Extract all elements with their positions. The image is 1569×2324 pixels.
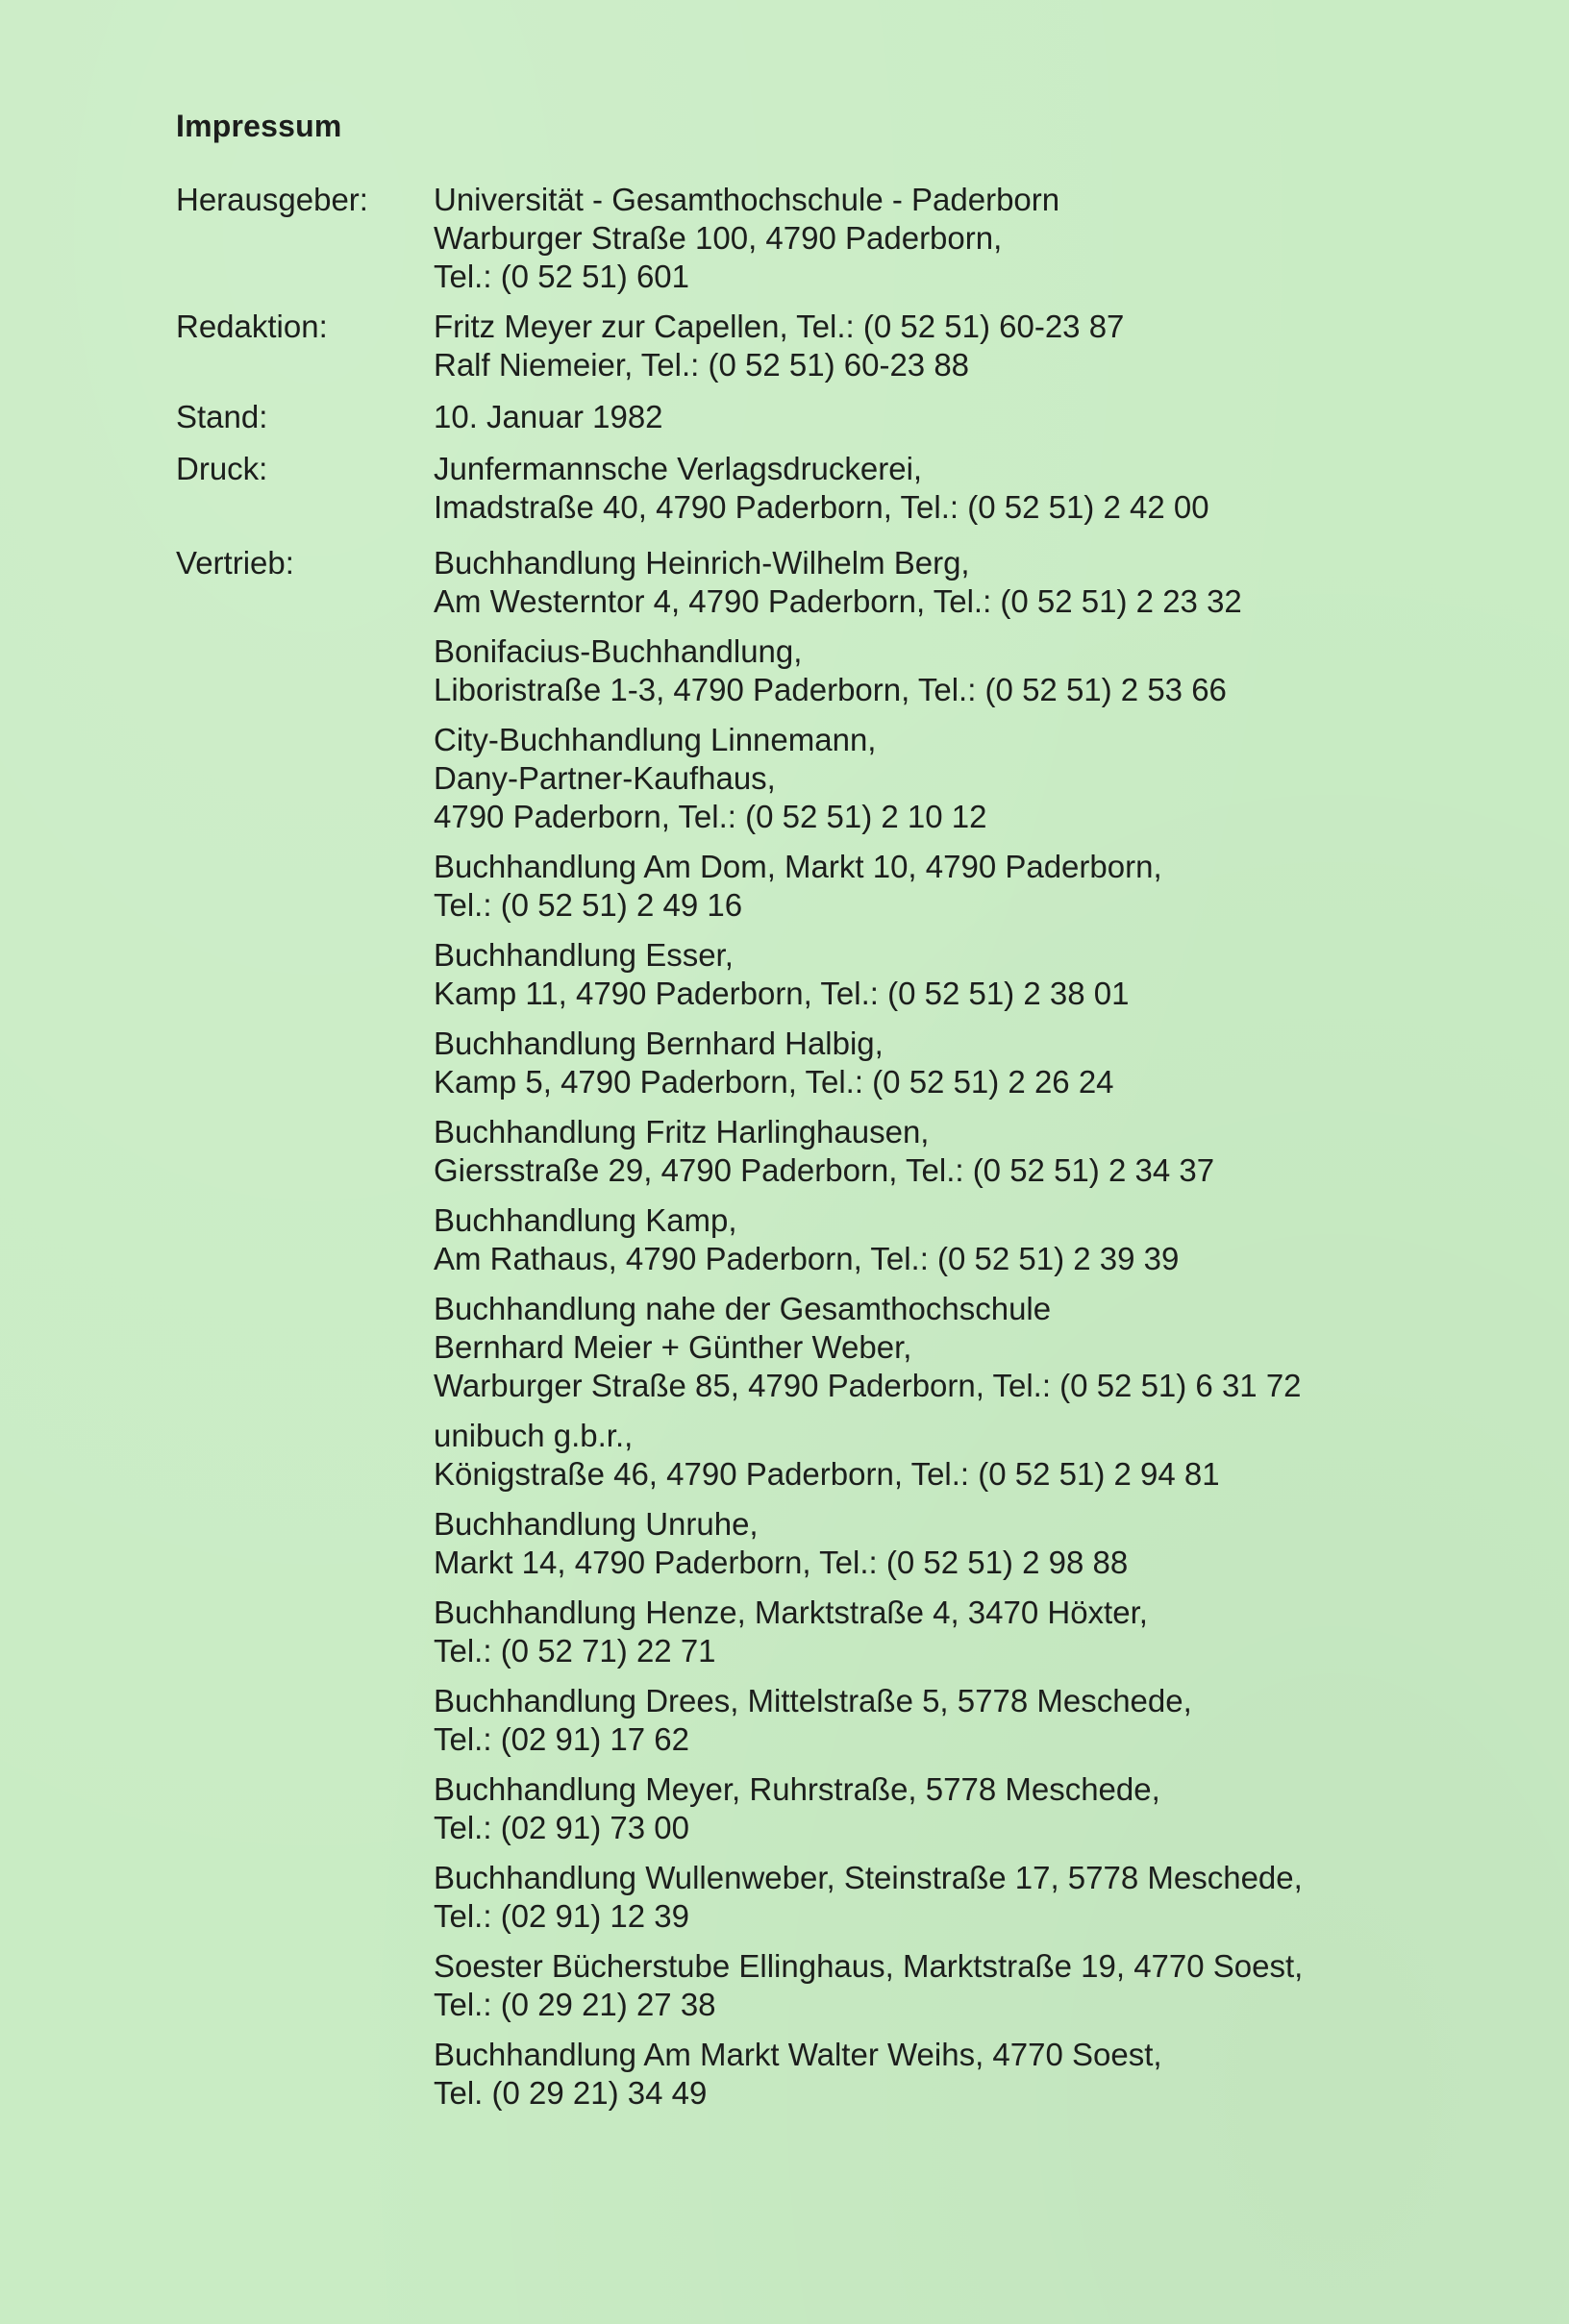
address-line: Buchhandlung nahe der Gesamthochschule: [434, 1291, 1052, 1326]
address-line: Bernhard Meier + Günther Weber,: [434, 1329, 912, 1365]
address-line: Buchhandlung Meyer, Ruhrstraße, 5778 Meschede,: [434, 1771, 1160, 1807]
address-entry: [434, 1682, 1539, 1759]
address-line: Bonifacius-Buchhandlung,: [434, 633, 803, 669]
address-line: Buchhandlung Esser,: [434, 937, 734, 973]
address-line: unibuch g.b.r.,: [434, 1418, 634, 1453]
section-entries: [434, 450, 1539, 538]
address-line: Buchhandlung Kamp,: [434, 1202, 737, 1238]
address-line: Warburger Straße 100, 4790 Paderborn,: [434, 220, 1003, 256]
address-entry: [434, 308, 1539, 384]
address-line: Soester Bücherstube Ellinghaus, Marktstraße 19, 4770 Soest,: [434, 1948, 1304, 1984]
section-entries: [434, 398, 1539, 448]
address-line: Tel.: (02 91) 12 39: [434, 1898, 689, 1934]
address-line: Tel.: (0 29 21) 27 38: [434, 1987, 716, 2022]
address-line: City-Buchhandlung Linnemann,: [434, 722, 877, 757]
address-entry: [434, 936, 1539, 1013]
address-line: Tel.: (02 91) 17 62: [434, 1721, 689, 1757]
address-line: 10. Januar 1982: [434, 399, 663, 434]
address-entry: [434, 2036, 1539, 2113]
address-entry: [434, 721, 1539, 836]
address-entry: [434, 1594, 1539, 1670]
section-label: Redaktion:: [176, 309, 328, 344]
address-line: 4790 Paderborn, Tel.: (0 52 51) 2 10 12: [434, 799, 987, 834]
address-line: Buchhandlung Am Dom, Markt 10, 4790 Paderborn,: [434, 849, 1162, 884]
section-entries: [434, 544, 1539, 2124]
address-entry: [434, 398, 1539, 436]
address-entry: [434, 1770, 1539, 1847]
section-label: Herausgeber:: [176, 182, 368, 217]
address-line: Buchhandlung Bernhard Halbig,: [434, 1026, 884, 1061]
address-line: Kamp 11, 4790 Paderborn, Tel.: (0 52 51) 2 38 01: [434, 976, 1130, 1011]
address-line: Tel. (0 29 21) 34 49: [434, 2075, 708, 2111]
address-line: Buchhandlung Drees, Mittelstraße 5, 5778 Meschede,: [434, 1683, 1192, 1718]
address-line: Buchhandlung Henze, Marktstraße 4, 3470 Höxter,: [434, 1595, 1148, 1630]
address-entry: [434, 450, 1539, 527]
section-label: Stand:: [176, 399, 268, 434]
address-entry: [434, 544, 1539, 621]
address-entry: [434, 1947, 1539, 2024]
section-label: Vertrieb:: [176, 545, 294, 581]
address-line: Ralf Niemeier, Tel.: (0 52 51) 60-23 88: [434, 347, 970, 383]
address-line: Markt 14, 4790 Paderborn, Tel.: (0 52 51) 2 98 88: [434, 1545, 1129, 1580]
address-line: Königstraße 46, 4790 Paderborn, Tel.: (0 52 51) 2 94 81: [434, 1456, 1220, 1492]
address-line: Junfermannsche Verlagsdruckerei,: [434, 451, 923, 486]
address-entry: [434, 1113, 1539, 1190]
section-label: Druck:: [176, 451, 268, 486]
address-line: Fritz Meyer zur Capellen, Tel.: (0 52 51) 60-23 87: [434, 309, 1125, 344]
address-line: Tel.: (02 91) 73 00: [434, 1810, 689, 1845]
address-entry: [434, 1290, 1539, 1405]
address-entry: [434, 1025, 1539, 1101]
address-line: Am Westerntor 4, 4790 Paderborn, Tel.: (0 52 51) 2 23 32: [434, 583, 1242, 619]
section-entries: [434, 181, 1539, 308]
address-line: Tel.: (0 52 51) 601: [434, 259, 689, 294]
address-line: Buchhandlung Heinrich-Wilhelm Berg,: [434, 545, 970, 581]
page-title: Impressum: [176, 109, 342, 143]
address-entry: [434, 1505, 1539, 1582]
address-entry: [434, 1201, 1539, 1278]
address-line: Kamp 5, 4790 Paderborn, Tel.: (0 52 51) 2 26 24: [434, 1064, 1114, 1100]
address-line: Tel.: (0 52 51) 2 49 16: [434, 887, 743, 923]
address-line: Imadstraße 40, 4790 Paderborn, Tel.: (0 52 51) 2 42 00: [434, 489, 1209, 525]
address-line: Buchhandlung Wullenweber, Steinstraße 17, 5778 Meschede,: [434, 1860, 1303, 1895]
address-entry: [434, 848, 1539, 925]
address-line: Tel.: (0 52 71) 22 71: [434, 1633, 716, 1669]
address-entry: [434, 181, 1539, 296]
address-entry: [434, 1859, 1539, 1936]
address-line: Buchhandlung Am Markt Walter Weihs, 4770 Soest,: [434, 2037, 1162, 2072]
address-entry: [434, 1417, 1539, 1494]
address-entry: [434, 632, 1539, 709]
section-entries: [434, 308, 1539, 396]
address-line: Dany-Partner-Kaufhaus,: [434, 760, 776, 796]
address-line: Buchhandlung Unruhe,: [434, 1506, 759, 1542]
address-line: Liboristraße 1-3, 4790 Paderborn, Tel.: (0 52 51) 2 53 66: [434, 672, 1227, 707]
address-line: Warburger Straße 85, 4790 Paderborn, Tel.: (0 52 51) 6 31 72: [434, 1368, 1302, 1403]
address-line: Buchhandlung Fritz Harlinghausen,: [434, 1114, 930, 1150]
address-line: Am Rathaus, 4790 Paderborn, Tel.: (0 52 51) 2 39 39: [434, 1241, 1180, 1276]
address-line: Giersstraße 29, 4790 Paderborn, Tel.: (0 52 51) 2 34 37: [434, 1152, 1215, 1188]
address-line: Universität - Gesamthochschule - Paderborn: [434, 182, 1060, 217]
